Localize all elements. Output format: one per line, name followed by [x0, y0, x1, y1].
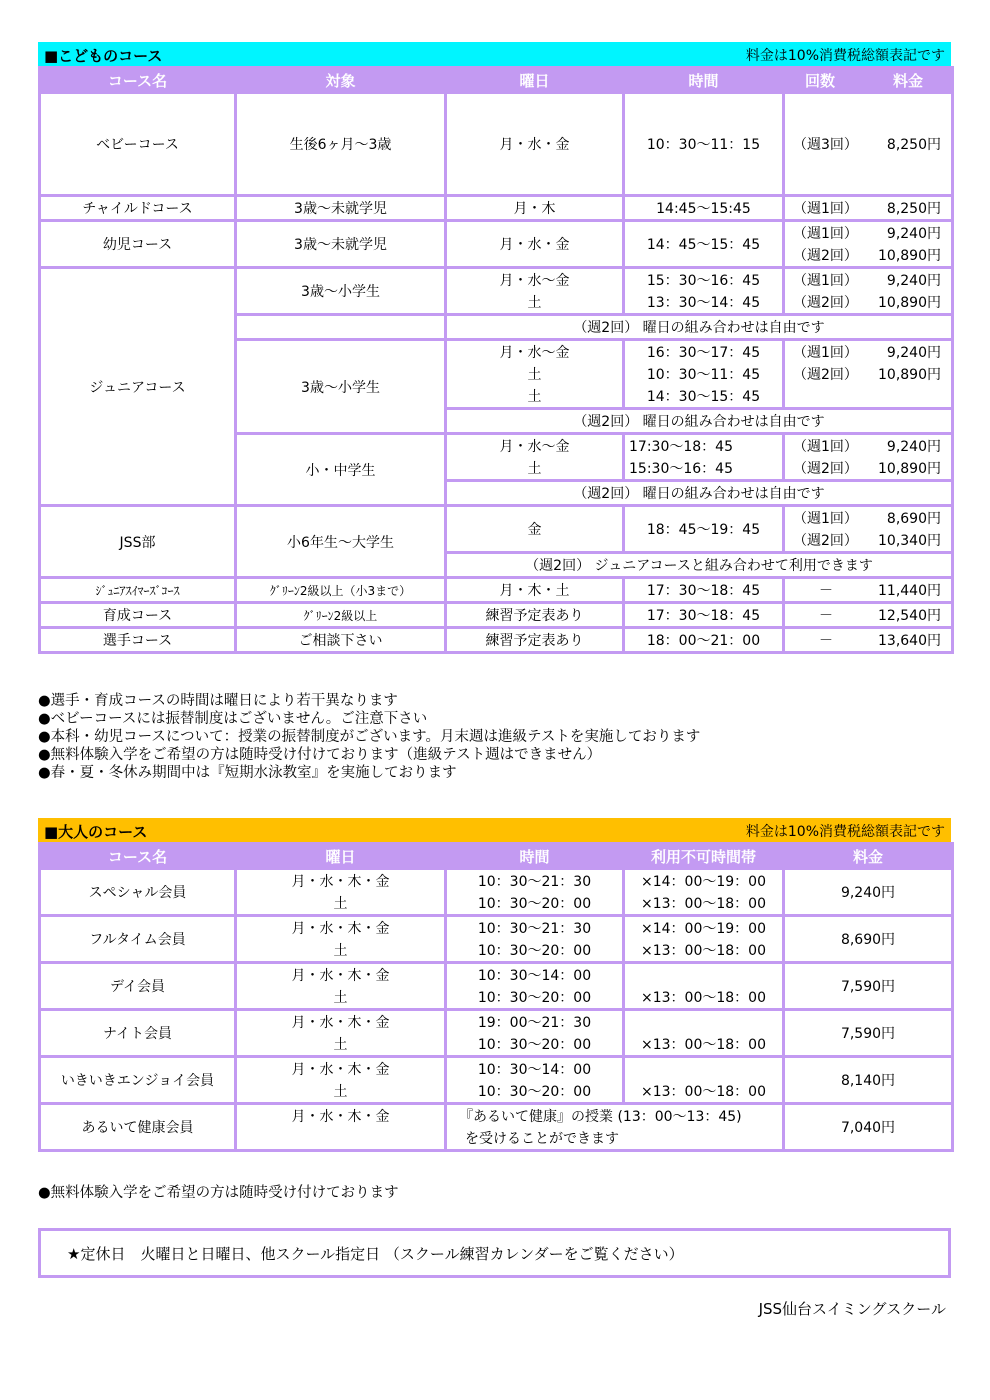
course-count-fee	[784, 628, 953, 653]
course-target: 小6年生～大学生	[236, 506, 446, 578]
adult-days: 土	[236, 1033, 446, 1057]
course-time: 14：45～15：45	[624, 221, 784, 268]
adult-fee: 9,240円	[784, 869, 953, 916]
table-row	[40, 93, 953, 196]
adult-days: 土	[236, 892, 446, 916]
table-row	[40, 506, 953, 530]
course-time: 10：30～11：15	[624, 93, 784, 196]
course-time: 10：30～11：45	[624, 363, 784, 385]
adult-time: 10：30～14：00	[446, 963, 624, 987]
note-line: ●選手・育成コースの時間は曜日により若干異なります	[38, 693, 398, 709]
adult-unavailable: ×14：00～19：00	[624, 916, 784, 940]
table-row	[40, 1104, 953, 1128]
course-days: 月・水～金	[446, 268, 624, 292]
adult-unavailable: ×13：00～18：00	[624, 892, 784, 916]
table-row	[40, 1057, 953, 1081]
course-count: －	[819, 633, 833, 649]
adult-course-table	[38, 842, 954, 1152]
table-row	[40, 1010, 953, 1034]
course-name: ジュニアコース	[40, 268, 236, 506]
adult-fee: 7,040円	[784, 1104, 953, 1151]
adult-time: 10：30～20：00	[446, 1080, 624, 1104]
course-count: （週2回）	[793, 367, 858, 383]
course-fee: 13,640円	[878, 633, 941, 649]
table-row	[40, 628, 953, 653]
course-count-fee	[784, 578, 953, 603]
kids-header-row	[40, 68, 953, 93]
adult-unavailable	[624, 963, 784, 987]
walk-class-line1: 『あるいて健康』の授業 (13：00～13：45)	[446, 1104, 784, 1128]
adult-fee: 7,590円	[784, 1010, 953, 1057]
adult-course-name: あるいて健康会員	[40, 1104, 236, 1151]
course-name: チャイルドコース	[40, 196, 236, 221]
course-name: 選手コース	[40, 628, 236, 653]
course-count: （週3回）	[793, 137, 858, 153]
course-time: 18：00～21：00	[624, 628, 784, 653]
course-fee: 10,340円	[878, 533, 941, 549]
adult-fee: 8,140円	[784, 1057, 953, 1104]
combo-note: （週2回） 曜日の組み合わせは自由です	[446, 409, 953, 434]
adult-days: 土	[236, 939, 446, 963]
course-count-fee	[784, 221, 953, 245]
course-target: ｸﾞﾘｰﾝ2級以上	[236, 603, 446, 628]
adult-course-name: いきいきエンジョイ会員	[40, 1057, 236, 1104]
course-count: （週1回）	[793, 226, 858, 242]
kids-section-title: ■こどものコース	[44, 47, 163, 65]
course-count-fee	[784, 291, 953, 315]
course-count-fee	[784, 529, 953, 553]
adult-time: 10：30～14：00	[446, 1057, 624, 1081]
adult-unavailable	[624, 1010, 784, 1034]
adult-days: 月・水・木・金	[236, 1104, 446, 1128]
course-days: 練習予定表あり	[446, 628, 624, 653]
adult-course-name: デイ会員	[40, 963, 236, 1010]
adult-tax-note: 料金は10%消費税総額表記です	[745, 824, 945, 840]
adult-days-blank	[236, 1127, 446, 1151]
course-count-fee	[784, 340, 953, 364]
course-fee: 9,240円	[886, 345, 941, 361]
course-fee: 10,890円	[878, 461, 941, 477]
adult-days: 土	[236, 1080, 446, 1104]
adult-unavailable: ×13：00～18：00	[624, 1080, 784, 1104]
course-name: 幼児コース	[40, 221, 236, 268]
adult-course-name: フルタイム会員	[40, 916, 236, 963]
adult-course-name: スペシャル会員	[40, 869, 236, 916]
course-time: 14：30～15：45	[624, 385, 784, 409]
adult-days: 月・水・木・金	[236, 1010, 446, 1034]
adult-time: 10：30～20：00	[446, 1033, 624, 1057]
course-target: ご相談下さい	[236, 628, 446, 653]
course-time: 13：30～14：45	[624, 291, 784, 315]
note-line: ●無料体験入学をご希望の方は随時受け付けております	[38, 1185, 399, 1201]
adult-time: 10：30～21：30	[446, 916, 624, 940]
combo-note: （週2回） 曜日の組み合わせは自由です	[446, 481, 953, 506]
note-line: ●無料体験入学をご希望の方は随時受け付けております（進級テスト週はできません）	[38, 747, 602, 763]
adult-days: 月・水・木・金	[236, 963, 446, 987]
table-row	[40, 196, 953, 221]
kids-section-header	[38, 42, 951, 66]
adult-days: 月・水・木・金	[236, 916, 446, 940]
course-count-fee	[784, 196, 953, 221]
header-unavailable: 利用不可時間帯	[624, 844, 784, 869]
adult-unavailable: ×14：00～19：00	[624, 869, 784, 893]
adult-days: 土	[236, 986, 446, 1010]
adult-days: 月・水・木・金	[236, 869, 446, 893]
course-days: 月・水・金	[446, 221, 624, 268]
note-line: ●本科・幼児コースについて：授業の振替制度がございます。月末週は進級テストを実施しております	[38, 729, 701, 745]
course-days: 月・木	[446, 196, 624, 221]
closed-days-box	[38, 1228, 951, 1278]
course-time: 18：45～19：45	[624, 506, 784, 553]
header-count: 回数	[805, 71, 836, 90]
course-count: （週1回）	[793, 201, 858, 217]
course-fee: 9,240円	[886, 273, 941, 289]
course-count: （週1回）	[793, 439, 858, 455]
course-target: 小・中学生	[236, 434, 446, 506]
header-days: 曜日	[446, 68, 624, 93]
course-count-fee	[784, 434, 953, 458]
header-course: コース名	[40, 68, 236, 93]
adult-section-title: ■大人のコース	[44, 823, 148, 841]
kids-tax-note: 料金は10%消費税総額表記です	[745, 48, 945, 64]
combo-note: （週2回） ジュニアコースと組み合わせて利用できます	[446, 553, 953, 578]
course-count: （週1回）	[793, 511, 858, 527]
adult-fee: 7,590円	[784, 963, 953, 1010]
closed-days-text: ★定休日 火曜日と日曜日、他スクール指定日 （スクール練習カレンダーをご覧ください）	[67, 1245, 684, 1263]
course-days: 土	[446, 385, 624, 409]
header-fee: 料金	[892, 71, 923, 90]
header-days: 曜日	[236, 844, 446, 869]
course-count: （週2回）	[793, 248, 858, 264]
course-name: ベビーコース	[40, 93, 236, 196]
course-time: 17:30～18：45	[624, 434, 784, 458]
course-time: 15:30～16：45	[624, 457, 784, 481]
course-count-fee	[784, 457, 953, 481]
note-line: ●ベビーコースには振替制度はございません。ご注意下さい	[38, 711, 428, 727]
course-target: 3歳～未就学児	[236, 221, 446, 268]
course-fee: 8,250円	[886, 137, 941, 153]
adult-unavailable: ×13：00～18：00	[624, 1033, 784, 1057]
adult-header-row	[40, 844, 953, 869]
course-days: 土	[446, 457, 624, 481]
note-line: ●春・夏・冬休み期間中は『短期水泳教室』を実施しております	[38, 765, 457, 781]
course-count: （週2回）	[793, 461, 858, 477]
course-target: 3歳～小学生	[236, 340, 446, 434]
adult-time: 10：30～20：00	[446, 986, 624, 1010]
course-count-fee	[784, 363, 953, 385]
course-fee: 10,890円	[878, 367, 941, 383]
adult-unavailable	[624, 1057, 784, 1081]
table-row	[40, 916, 953, 940]
walk-class-line2: を受けることができます	[446, 1127, 784, 1151]
adult-time: 19：00～21：30	[446, 1010, 624, 1034]
course-days: 月・水～金	[446, 434, 624, 458]
course-count: －	[819, 583, 833, 599]
course-count-fee	[784, 93, 953, 196]
course-count: （週1回）	[793, 345, 858, 361]
adult-time: 10：30～20：00	[446, 939, 624, 963]
adult-notes	[38, 1184, 399, 1202]
course-time: 17：30～18：45	[624, 603, 784, 628]
school-name: JSS仙台スイミングスクール	[758, 1300, 946, 1318]
course-count-fee	[784, 385, 953, 409]
adult-unavailable: ×13：00～18：00	[624, 986, 784, 1010]
course-fee: 9,240円	[886, 439, 941, 455]
course-days: 土	[446, 291, 624, 315]
course-count: （週2回）	[793, 295, 858, 311]
course-target: 3歳～未就学児	[236, 196, 446, 221]
course-name: JSS部	[40, 506, 236, 578]
header-time: 時間	[446, 844, 624, 869]
kids-notes	[38, 692, 700, 782]
course-target: 生後6ヶ月～3歳	[236, 93, 446, 196]
header-target: 対象	[236, 68, 446, 93]
course-count: －	[819, 608, 833, 624]
table-row	[40, 268, 953, 292]
course-time: 15：30～16：45	[624, 268, 784, 292]
adult-time: 10：30～20：00	[446, 892, 624, 916]
header-time-label: 時間	[688, 71, 719, 90]
table-row	[40, 221, 953, 245]
table-row	[40, 603, 953, 628]
header-fee: 料金	[784, 844, 953, 869]
course-fee: 8,250円	[886, 201, 941, 217]
course-name: 育成コース	[40, 603, 236, 628]
adult-days: 月・水・木・金	[236, 1057, 446, 1081]
course-fee: 12,540円	[878, 608, 941, 624]
table-row	[40, 869, 953, 893]
course-fee: 11,440円	[878, 583, 941, 599]
course-target: ｸﾞﾘｰﾝ2級以上（小3まで）	[236, 578, 446, 603]
adult-section-header	[38, 818, 951, 842]
course-count-fee	[784, 268, 953, 292]
course-name: ｼﾞｭﾆｱｽｲﾏｰｽﾞｺｰｽ	[40, 578, 236, 603]
kids-course-table	[38, 66, 954, 654]
combo-note: （週2回） 曜日の組み合わせは自由です	[446, 315, 953, 340]
course-days: 金	[446, 506, 624, 553]
adult-course-name: ナイト会員	[40, 1010, 236, 1057]
course-time: 16：30～17：45	[624, 340, 784, 364]
header-time	[624, 68, 784, 93]
course-days: 土	[446, 363, 624, 385]
course-fee: 8,690円	[886, 511, 941, 527]
header-count-fee	[784, 68, 953, 93]
course-count: （週1回）	[793, 273, 858, 289]
table-row	[40, 963, 953, 987]
course-count-fee	[784, 244, 953, 268]
course-days: 月・水・金	[446, 93, 624, 196]
target-blank	[236, 315, 446, 340]
adult-unavailable: ×13：00～18：00	[624, 939, 784, 963]
course-fee: 9,240円	[886, 226, 941, 242]
course-count-fee	[784, 506, 953, 530]
course-count: （週2回）	[793, 533, 858, 549]
course-time: 14:45～15:45	[624, 196, 784, 221]
adult-time: 10：30～21：30	[446, 869, 624, 893]
header-course: コース名	[40, 844, 236, 869]
adult-fee: 8,690円	[784, 916, 953, 963]
course-count-fee	[784, 603, 953, 628]
course-days: 練習予定表あり	[446, 603, 624, 628]
course-days: 月・木・土	[446, 578, 624, 603]
table-row	[40, 578, 953, 603]
course-time: 17：30～18：45	[624, 578, 784, 603]
course-fee: 10,890円	[878, 248, 941, 264]
course-days: 月・水～金	[446, 340, 624, 364]
course-target: 3歳～小学生	[236, 268, 446, 315]
course-fee: 10,890円	[878, 295, 941, 311]
